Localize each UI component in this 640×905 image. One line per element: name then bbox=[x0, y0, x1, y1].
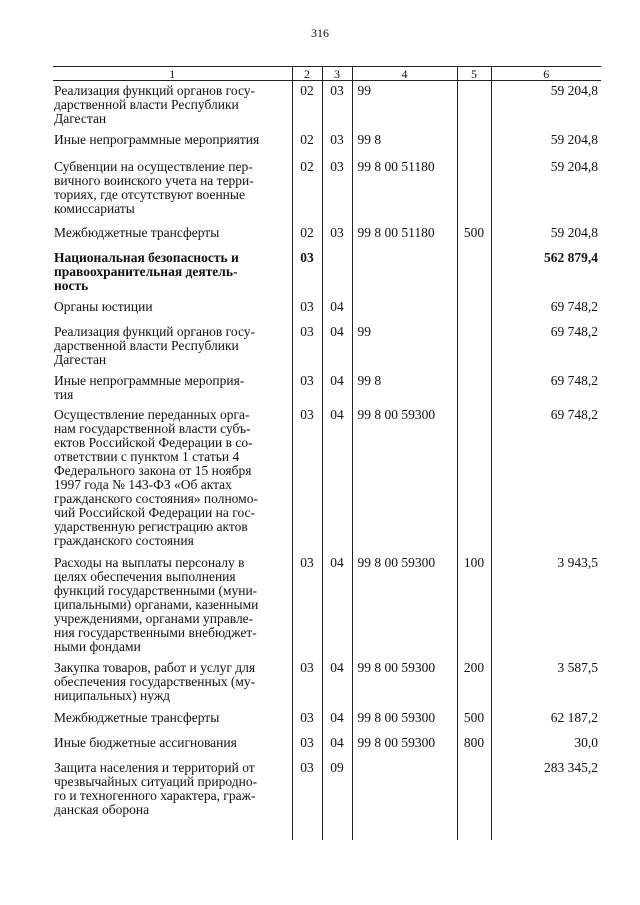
target-article-code: 99 bbox=[352, 81, 457, 131]
expense-type-code: 800 bbox=[457, 733, 491, 758]
subsection-code: 04 bbox=[322, 658, 352, 708]
table-row bbox=[53, 322, 601, 371]
amount: 59 204,8 bbox=[491, 223, 601, 248]
target-article-code: 99 8 00 59300 bbox=[352, 405, 457, 553]
table-body bbox=[53, 81, 601, 841]
target-article-code: 99 8 00 51180 bbox=[352, 157, 457, 223]
target-article-code: 99 8 00 59300 bbox=[352, 733, 457, 758]
budget-table bbox=[53, 66, 601, 840]
item-name: Национальная безопасность и правоохранительная деятель- ность bbox=[54, 250, 239, 293]
expense-type-code bbox=[457, 248, 491, 297]
table-row bbox=[53, 371, 601, 405]
subsection-code: 03 bbox=[322, 157, 352, 223]
target-article-code: 99 8 bbox=[352, 371, 457, 405]
subsection-code bbox=[322, 248, 352, 297]
table-row bbox=[53, 223, 601, 248]
header-col-1: 1 bbox=[53, 67, 292, 81]
table-row bbox=[53, 405, 601, 553]
expense-type-code bbox=[457, 371, 491, 405]
table-row bbox=[53, 81, 601, 131]
item-name: Защита населения и территорий от чрезвычайных ситуаций природно- го и техногенного характера, граж- данская оборона bbox=[54, 760, 258, 817]
empty-cell bbox=[322, 820, 352, 840]
item-name: Закупка товаров, работ и услуг для обеспечения государственных (му- ниципальных) нужд bbox=[54, 660, 256, 703]
item-name: Иные непрограммные мероприятия bbox=[54, 132, 260, 147]
table-row bbox=[53, 248, 601, 297]
amount: 59 204,8 bbox=[491, 130, 601, 157]
header-col-4: 4 bbox=[352, 67, 457, 81]
header-col-3: 3 bbox=[322, 67, 352, 81]
target-article-code: 99 8 00 59300 bbox=[352, 553, 457, 658]
amount: 30,0 bbox=[491, 733, 601, 758]
amount: 3 943,5 bbox=[491, 553, 601, 658]
subsection-code: 04 bbox=[322, 297, 352, 322]
table-row bbox=[53, 733, 601, 758]
section-code: 03 bbox=[292, 553, 322, 658]
table-row bbox=[53, 553, 601, 658]
expense-type-code bbox=[457, 297, 491, 322]
expense-type-code: 200 bbox=[457, 658, 491, 708]
amount: 69 748,2 bbox=[491, 371, 601, 405]
subsection-code: 04 bbox=[322, 733, 352, 758]
header-col-5: 5 bbox=[457, 67, 491, 81]
subsection-code: 03 bbox=[322, 223, 352, 248]
expense-type-code bbox=[457, 81, 491, 131]
item-name: Органы юстиции bbox=[54, 299, 153, 314]
expense-type-code: 500 bbox=[457, 223, 491, 248]
item-name: Реализация функций органов госу- дарственной власти Республики Дагестан bbox=[54, 83, 256, 126]
target-article-code bbox=[352, 758, 457, 820]
expense-type-code: 100 bbox=[457, 553, 491, 658]
section-code: 03 bbox=[292, 733, 322, 758]
expense-type-code bbox=[457, 758, 491, 820]
header-row bbox=[53, 67, 601, 81]
empty-cell bbox=[457, 820, 491, 840]
section-code: 03 bbox=[292, 758, 322, 820]
expense-type-code bbox=[457, 405, 491, 553]
subsection-code: 03 bbox=[322, 130, 352, 157]
item-name: Иные непрограммные мероприя- тия bbox=[54, 373, 245, 402]
empty-cell bbox=[491, 820, 601, 840]
subsection-code: 04 bbox=[322, 553, 352, 658]
expense-type-code bbox=[457, 130, 491, 157]
section-code: 03 bbox=[292, 405, 322, 553]
empty-cell bbox=[352, 820, 457, 840]
expense-type-code bbox=[457, 157, 491, 223]
subsection-code: 04 bbox=[322, 371, 352, 405]
expense-type-code: 500 bbox=[457, 708, 491, 733]
header-col-6: 6 bbox=[491, 67, 601, 81]
section-code: 03 bbox=[292, 322, 322, 371]
subsection-code: 04 bbox=[322, 708, 352, 733]
item-name: Межбюджетные трансферты bbox=[54, 225, 220, 240]
amount: 69 748,2 bbox=[491, 297, 601, 322]
table-row bbox=[53, 758, 601, 820]
table-row bbox=[53, 297, 601, 322]
target-article-code: 99 bbox=[352, 322, 457, 371]
item-name: Расходы на выплаты персоналу в целях обеспечения выполнения функций государственными (муни- ципальными) органами, казенными учреждениями, органами управле- ния государственными внебюджет- ными фондами bbox=[54, 555, 259, 654]
section-code: 02 bbox=[292, 130, 322, 157]
amount: 3 587,5 bbox=[491, 658, 601, 708]
subsection-code: 04 bbox=[322, 405, 352, 553]
subsection-code: 03 bbox=[322, 81, 352, 131]
subsection-code: 04 bbox=[322, 322, 352, 371]
table-row bbox=[53, 157, 601, 223]
target-article-code bbox=[352, 297, 457, 322]
item-name: Иные бюджетные ассигнования bbox=[54, 735, 237, 750]
amount: 69 748,2 bbox=[491, 405, 601, 553]
section-code: 03 bbox=[292, 371, 322, 405]
table-header bbox=[53, 67, 601, 81]
target-article-code: 99 8 00 59300 bbox=[352, 708, 457, 733]
subsection-code: 09 bbox=[322, 758, 352, 820]
target-article-code: 99 8 00 51180 bbox=[352, 223, 457, 248]
amount: 69 748,2 bbox=[491, 322, 601, 371]
item-name: Субвенции на осуществление пер- вичного воинского учета на терри- ториях, где отсутствуют военные комиссариаты bbox=[54, 159, 254, 216]
item-name: Межбюджетные трансферты bbox=[54, 710, 220, 725]
target-article-code: 99 8 bbox=[352, 130, 457, 157]
amount: 59 204,8 bbox=[491, 81, 601, 131]
table-row-continuation bbox=[53, 820, 601, 840]
table-row bbox=[53, 708, 601, 733]
section-code: 03 bbox=[292, 708, 322, 733]
table-row bbox=[53, 130, 601, 157]
section-code: 02 bbox=[292, 223, 322, 248]
expense-type-code bbox=[457, 322, 491, 371]
amount: 562 879,4 bbox=[491, 248, 601, 297]
item-name: Реализация функций органов госу- дарственной власти Республики Дагестан bbox=[54, 324, 256, 367]
section-code: 03 bbox=[292, 297, 322, 322]
empty-cell bbox=[292, 820, 322, 840]
section-code: 03 bbox=[292, 248, 322, 297]
amount: 59 204,8 bbox=[491, 157, 601, 223]
table-row bbox=[53, 658, 601, 708]
target-article-code bbox=[352, 248, 457, 297]
target-article-code: 99 8 00 59300 bbox=[352, 658, 457, 708]
item-name: Осуществление переданных орга- нам государственной власти субъ- ектов Российской Федерации в со- ответствии с пунктом 1 статьи 4 Федерального закона от 15 ноября 1997 года № 143-ФЗ «Об актах гражданского состояния» полномо- чий Российской Федерации на гос- ударственную регистрацию актов гражданского состояния bbox=[54, 407, 258, 548]
section-code: 02 bbox=[292, 157, 322, 223]
header-col-2: 2 bbox=[292, 67, 322, 81]
page-number: 316 bbox=[311, 26, 329, 40]
empty-cell bbox=[53, 820, 292, 840]
amount: 283 345,2 bbox=[491, 758, 601, 820]
section-code: 03 bbox=[292, 658, 322, 708]
amount: 62 187,2 bbox=[491, 708, 601, 733]
section-code: 02 bbox=[292, 81, 322, 131]
